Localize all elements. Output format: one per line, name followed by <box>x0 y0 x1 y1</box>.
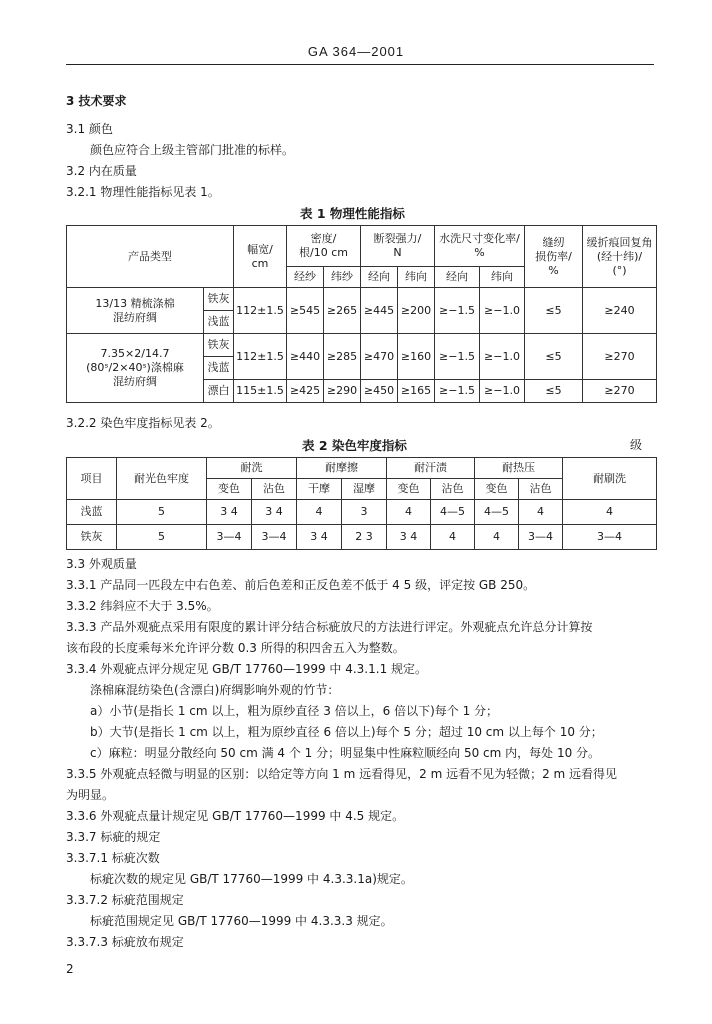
t2-cell: 3 <box>342 500 387 525</box>
t2-header-dry-rub: 干摩 <box>297 479 342 500</box>
section-3-3-7: 3.3.7 标疵的规定 <box>66 830 161 844</box>
t1-color: 浅蓝 <box>204 311 234 334</box>
t2-cell: 4—5 <box>475 500 519 525</box>
section-3-2-heading: 3.2 内在质量 <box>66 164 137 178</box>
standard-code: GA 364—2001 <box>307 44 405 59</box>
section-3-3-7-1: 3.3.7.1 标疵次数 <box>66 851 160 865</box>
t1-cell: ≥270 <box>583 380 657 403</box>
t2-header-item: 项目 <box>67 458 117 500</box>
t2-header-sweat-stain: 沾色 <box>431 479 475 500</box>
t2-cell: 4 <box>431 525 475 550</box>
section-3-3-7-3: 3.3.7.3 标疵放布规定 <box>66 935 184 949</box>
section-3-heading: 3 技术要求 <box>66 94 127 108</box>
table2-unit: 级 <box>630 438 643 452</box>
t2-cell: 5 <box>117 525 207 550</box>
section-3-2-2: 3.2.2 染色牢度指标见表 2。 <box>66 416 220 430</box>
t1-header-warp-yarn: 经纱 <box>287 267 324 288</box>
section-3-3-heading: 3.3 外观质量 <box>66 557 137 571</box>
t1-product-name: 13/13 精梳涤棉 混纺府绸 <box>67 288 204 334</box>
t2-header-heat-press: 耐热压 <box>475 458 563 479</box>
t1-header-crease-recovery: 缓折痕回复角 (经十纬)/ (°) <box>583 226 657 288</box>
t2-cell: 4—5 <box>431 500 475 525</box>
t1-cell: ≥−1.0 <box>480 288 525 334</box>
t2-header-heat-stain: 沾色 <box>519 479 563 500</box>
t1-cell: ≥470 <box>361 334 398 380</box>
section-3-3-6: 3.3.6 外观疵点量计规定见 GB/T 17760—1999 中 4.5 规定。 <box>66 809 405 823</box>
t2-cell: 3—4 <box>207 525 252 550</box>
t1-cell: 115±1.5 <box>234 380 287 403</box>
page-number: 2 <box>66 962 74 976</box>
table2-caption: 表 2 染色牢度指标 <box>302 438 407 453</box>
t1-header-weft-dir: 纬向 <box>398 267 435 288</box>
section-3-3-7-2: 3.3.7.2 标疵范围规定 <box>66 893 184 907</box>
t1-cell: 112±1.5 <box>234 288 287 334</box>
t1-color: 铁灰 <box>204 334 234 357</box>
t2-header-wash: 耐洗 <box>207 458 297 479</box>
t1-cell: ≥165 <box>398 380 435 403</box>
section-3-2-1: 3.2.1 物理性能指标见表 1。 <box>66 185 220 199</box>
t2-cell: 4 <box>387 500 431 525</box>
t1-cell: ≥425 <box>287 380 324 403</box>
t1-cell: ≥−1.5 <box>435 288 480 334</box>
t1-color: 铁灰 <box>204 288 234 311</box>
t2-item: 浅蓝 <box>67 500 117 525</box>
section-3-3-5-line1: 3.3.5 外观疵点轻微与明显的区别：以给定等方向 1 m 远看得见，2 m 远看不见为轻微；2 m 远看得见 <box>66 767 618 781</box>
t1-header-seam-damage: 缝纫 损伤率/ % <box>525 226 583 288</box>
t1-cell: ≥270 <box>583 334 657 380</box>
t2-cell: 3—4 <box>252 525 297 550</box>
t1-cell: ≤5 <box>525 288 583 334</box>
t1-cell: ≥160 <box>398 334 435 380</box>
list-item-b: b）大节(是指长 1 cm 以上，粗为原纱直径 6 倍以上)每个 5 分；超过 10 cm 以上每个 10 分； <box>90 725 603 739</box>
section-3-3-5-line2: 为明显。 <box>66 788 115 802</box>
list-item-a: a）小节(是指长 1 cm 以上，粗为原纱直径 3 倍以上，6 倍以下)每个 1 分； <box>90 704 499 718</box>
t2-header-dry-clean: 耐刷洗 <box>563 458 657 500</box>
table-row <box>67 525 657 550</box>
section-3-3-2: 3.3.2 纬斜应不大于 3.5%。 <box>66 599 219 613</box>
t2-header-sweat: 耐汗渍 <box>387 458 475 479</box>
t1-cell: ≥240 <box>583 288 657 334</box>
table1-caption: 表 1 物理性能指标 <box>300 206 405 221</box>
color-fastness-table <box>66 457 657 550</box>
t1-product-name: 7.35×2/14.7 (80ˢ/2×40ˢ)涤棉麻 混纺府绸 <box>67 334 204 403</box>
t1-cell: ≥−1.5 <box>435 334 480 380</box>
t2-cell: 3 4 <box>252 500 297 525</box>
t1-cell: ≥−1.0 <box>480 380 525 403</box>
t2-header-rub: 耐摩擦 <box>297 458 387 479</box>
physical-properties-table <box>66 225 657 403</box>
section-3-1-body: 颜色应符合上级主管部门批准的标样。 <box>90 143 295 157</box>
section-3-3-7-1-body: 标疵次数的规定见 GB/T 17760—1999 中 4.3.3.1a)规定。 <box>90 872 413 886</box>
t1-header-warp-dir: 经向 <box>361 267 398 288</box>
list-item-c: c）麻粒：明显分散经向 50 cm 满 4 个 1 分；明显集中性麻粒顺经向 50 cm 内，每处 10 分。 <box>90 746 601 760</box>
t2-item: 铁灰 <box>67 525 117 550</box>
t2-cell: 3—4 <box>563 525 657 550</box>
t2-header-heat-fade: 变色 <box>475 479 519 500</box>
t1-cell: ≥−1.0 <box>480 334 525 380</box>
t2-cell: 4 <box>297 500 342 525</box>
section-3-1-heading: 3.1 颜色 <box>66 122 113 136</box>
t1-cell: ≥290 <box>324 380 361 403</box>
t2-cell: 3—4 <box>519 525 563 550</box>
t2-cell: 4 <box>563 500 657 525</box>
t1-header-width: 幅宽/ cm <box>234 226 287 288</box>
t2-header-sweat-fade: 变色 <box>387 479 431 500</box>
t2-cell: 2 3 <box>342 525 387 550</box>
header-rule <box>66 64 654 65</box>
section-3-3-7-2-body: 标疵范围规定见 GB/T 17760—1999 中 4.3.3.3 规定。 <box>90 914 393 928</box>
t2-cell: 4 <box>475 525 519 550</box>
t2-cell: 3 4 <box>207 500 252 525</box>
t2-header-wet-rub: 湿摩 <box>342 479 387 500</box>
t2-cell: 5 <box>117 500 207 525</box>
table-row <box>67 500 657 525</box>
t1-header-strength: 断裂强力/ N <box>361 226 435 267</box>
t1-cell: ≤5 <box>525 380 583 403</box>
t1-color: 漂白 <box>204 380 234 403</box>
t1-cell: ≥200 <box>398 288 435 334</box>
t2-header-wash-fade: 变色 <box>207 479 252 500</box>
section-3-3-4-body: 涤棉麻混纺染色(含漂白)府绸影响外观的竹节： <box>90 683 340 697</box>
t1-cell: ≥545 <box>287 288 324 334</box>
t1-cell: ≥−1.5 <box>435 380 480 403</box>
t2-cell: 3 4 <box>387 525 431 550</box>
section-3-3-3-line1: 3.3.3 产品外观疵点采用有限度的累计评分结合标疵放尺的方法进行评定。外观疵点允许总分计算按 <box>66 620 593 634</box>
t2-header-wash-stain: 沾色 <box>252 479 297 500</box>
t1-cell: ≥450 <box>361 380 398 403</box>
t1-header-weft-yarn: 纬纱 <box>324 267 361 288</box>
t2-header-light: 耐光色牢度 <box>117 458 207 500</box>
section-3-3-1: 3.3.1 产品同一匹段左中右色差、前后色差和正反色差不低于 4 5 级，评定按 GB 250。 <box>66 578 536 592</box>
t1-cell: ≥285 <box>324 334 361 380</box>
t1-header-warp-dir-2: 经向 <box>435 267 480 288</box>
t1-cell: ≥445 <box>361 288 398 334</box>
t2-cell: 3 4 <box>297 525 342 550</box>
t1-header-density: 密度/ 根/10 cm <box>287 226 361 267</box>
t1-cell: 112±1.5 <box>234 334 287 380</box>
t1-header-weft-dir-2: 纬向 <box>480 267 525 288</box>
t1-cell: ≥440 <box>287 334 324 380</box>
t1-header-product: 产品类型 <box>67 226 234 288</box>
t2-cell: 4 <box>519 500 563 525</box>
t1-cell: ≥265 <box>324 288 361 334</box>
t1-header-shrinkage: 水洗尺寸变化率/ % <box>435 226 525 267</box>
section-3-3-3-line2: 该布段的长度乘每米允许评分数 0.3 所得的积四舍五入为整数。 <box>66 641 405 655</box>
section-3-3-4: 3.3.4 外观疵点评分规定见 GB/T 17760—1999 中 4.3.1.1 规定。 <box>66 662 428 676</box>
t1-cell: ≤5 <box>525 334 583 380</box>
t1-color: 浅蓝 <box>204 357 234 380</box>
